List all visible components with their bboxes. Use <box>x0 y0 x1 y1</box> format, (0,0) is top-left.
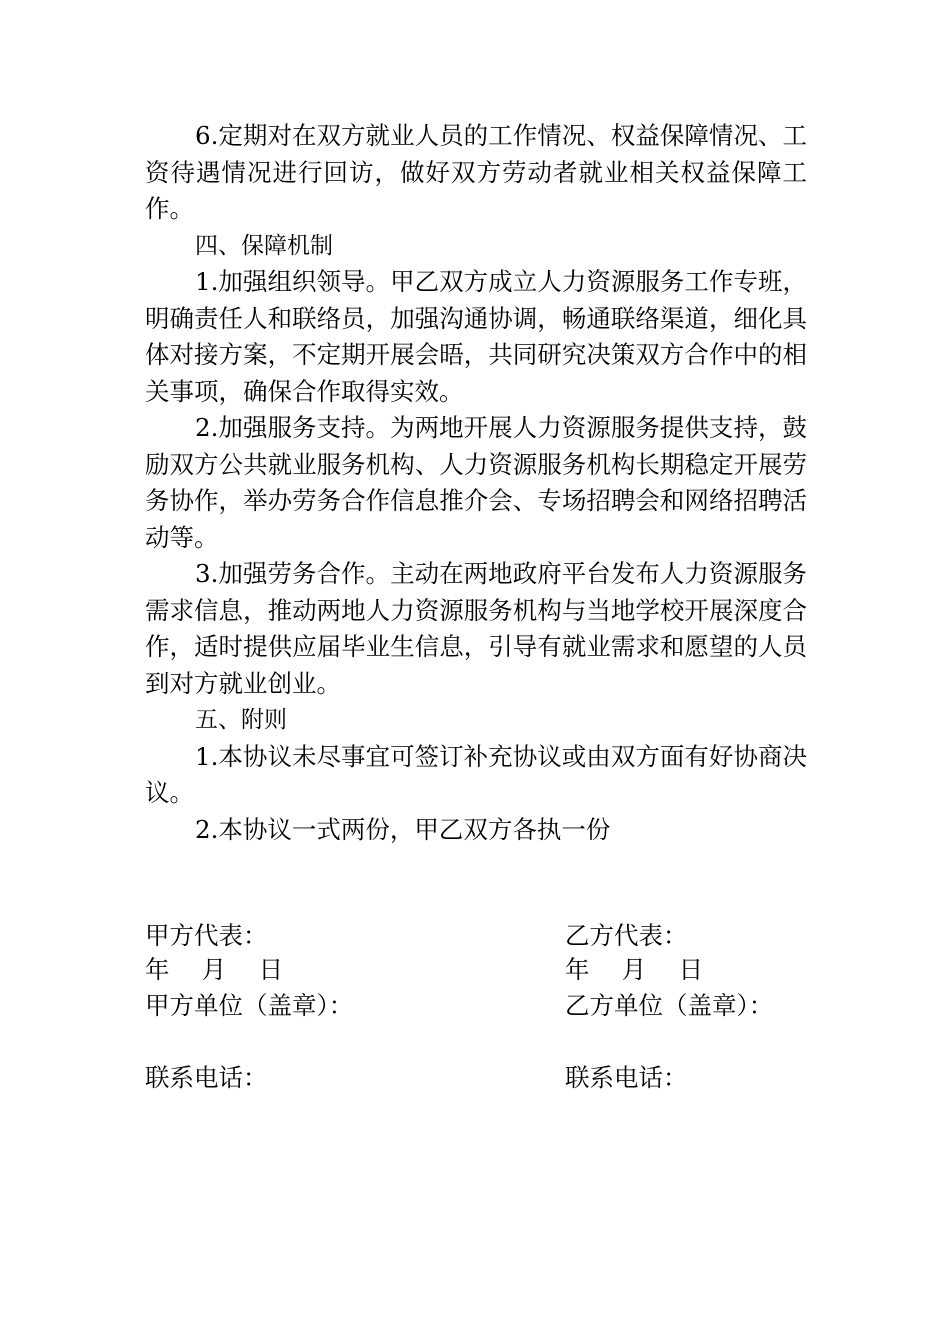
paragraph-supplementary-agreement: 1.本协议未尽事宜可签订补充协议或由双方面有好协商决议。 <box>145 741 807 807</box>
paragraph-return-visits: 6.定期对在双方就业人员的工作情况、权益保障情况、工资待遇情况进行回访，做好双方劳动者就业相关权益保障工作。 <box>145 121 807 223</box>
paragraph-labor-cooperation: 3.加强劳务合作。主动在两地政府平台发布人力资源服务需求信息，推动两地人力资源服务机构与当地学校开展深度合作，适时提供应届毕业生信息，引导有就业需求和愿望的人员到对方就业创业。 <box>145 559 807 698</box>
party-a-phone-label: 联系电话： <box>145 1063 268 1092</box>
paragraph-copies: 2.本协议一式两份，甲乙双方各执一份 <box>195 814 611 844</box>
party-a-date-label: 年 月 日 <box>145 955 284 984</box>
party-a-representative-label: 甲方代表： <box>145 921 268 950</box>
paragraph-service-support: 2.加强服务支持。为两地开展人力资源服务提供支持，鼓励双方公共就业服务机构、人力资源服务机构长期稳定开展劳务协作，举办劳务合作信息推介会、专场招聘会和网络招聘活动等。 <box>145 413 807 552</box>
party-a-unit-seal-label: 甲方单位（盖章）： <box>145 991 354 1020</box>
party-b-representative-label: 乙方代表： <box>565 921 688 950</box>
heading-guarantee-mechanism: 四、保障机制 <box>195 232 333 259</box>
heading-supplementary-provisions: 五、附则 <box>195 707 287 733</box>
paragraph-organization-leadership: 1.加强组织领导。甲乙双方成立人力资源服务工作专班，明确责任人和联络员，加强沟通协调，畅通联络渠道，细化具体对接方案，不定期开展会晤，共同研究决策双方合作中的相关事项，确保合作取得实效。 <box>145 267 807 406</box>
party-b-date-label: 年 月 日 <box>565 955 704 984</box>
party-b-unit-seal-label: 乙方单位（盖章）： <box>565 991 774 1020</box>
document-body <box>145 118 807 848</box>
party-b-phone-label: 联系电话： <box>565 1063 688 1092</box>
